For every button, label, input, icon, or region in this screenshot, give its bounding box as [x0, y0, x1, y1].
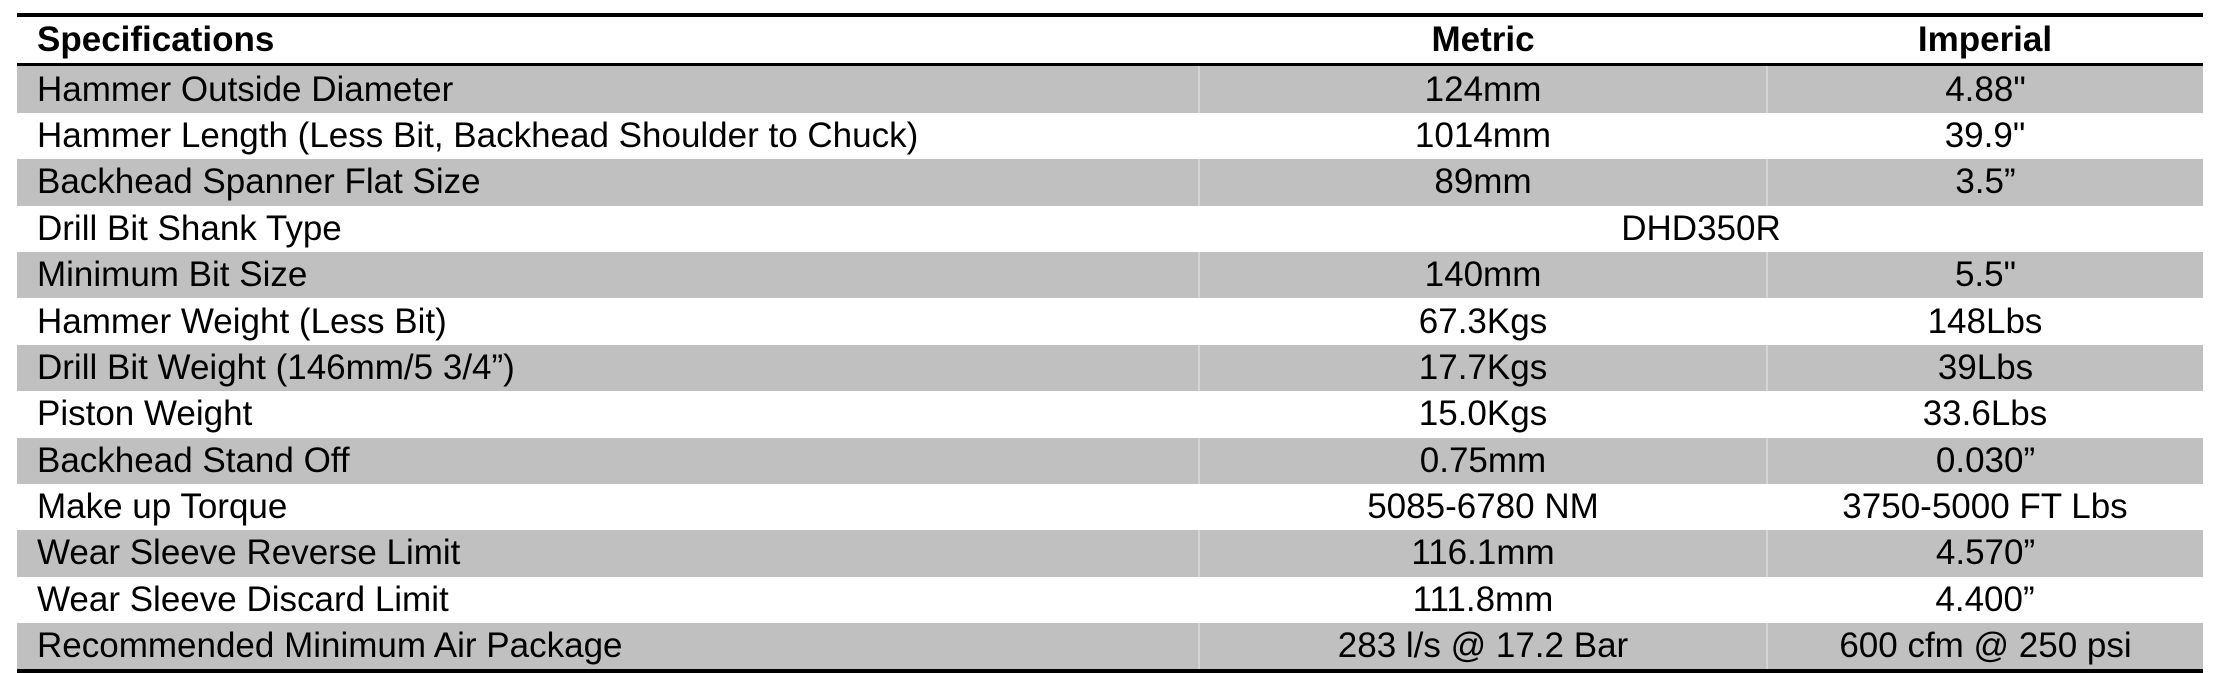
- table-row: [17, 252, 2203, 298]
- imperial-value: 4.400”: [1935, 579, 2035, 619]
- spec-value-merged: DHD350R: [1621, 208, 1781, 248]
- table-row: [17, 345, 2203, 391]
- imperial-value: 5.5": [1767, 252, 2203, 298]
- table-row: [17, 530, 2203, 576]
- spec-label: Hammer Weight (Less Bit): [37, 301, 447, 341]
- spec-label: Drill Bit Weight (146mm/5 3/4”): [17, 345, 1199, 391]
- table-body: [17, 65, 2203, 672]
- metric-value: 17.7Kgs: [1199, 345, 1767, 391]
- spec-label: Minimum Bit Size: [17, 252, 1199, 298]
- imperial-value: 4.88": [1767, 65, 2203, 113]
- imperial-value: 33.6Lbs: [1922, 394, 2048, 434]
- spec-label: Hammer Length (Less Bit, Backhead Shoulder to Chuck): [37, 115, 919, 155]
- imperial-value: 39Lbs: [1767, 345, 2203, 391]
- spec-label: Hammer Outside Diameter: [17, 65, 1199, 113]
- spec-label: Piston Weight: [37, 394, 253, 434]
- header-metric: Metric: [1199, 15, 1767, 65]
- metric-value: 111.8mm: [1412, 579, 1554, 619]
- metric-value: 67.3Kgs: [1418, 301, 1548, 341]
- imperial-value: 3750-5000 FT Lbs: [1842, 487, 2128, 527]
- table-row: [17, 577, 2203, 623]
- metric-value: 89mm: [1199, 159, 1767, 205]
- metric-value: 15.0Kgs: [1418, 394, 1548, 434]
- imperial-value: 148Lbs: [1927, 301, 2043, 341]
- header-imperial: Imperial: [1767, 15, 2203, 65]
- imperial-value: 0.030”: [1767, 438, 2203, 484]
- header-specifications: Specifications: [17, 15, 1199, 65]
- spec-label: Wear Sleeve Discard Limit: [37, 579, 449, 619]
- metric-value: 116.1mm: [1199, 530, 1767, 576]
- imperial-value: 3.5”: [1767, 159, 2203, 205]
- specifications-table: [17, 13, 2203, 673]
- table-header-row: [17, 15, 2203, 65]
- table-row: [17, 298, 2203, 344]
- metric-value: 0.75mm: [1199, 438, 1767, 484]
- spec-label: Backhead Spanner Flat Size: [17, 159, 1199, 205]
- spec-label: Make up Torque: [37, 487, 288, 527]
- table-row: [17, 623, 2203, 671]
- table-row: [17, 65, 2203, 113]
- metric-value: 1014mm: [1414, 115, 1552, 155]
- metric-value: 124mm: [1199, 65, 1767, 113]
- table-row: [17, 159, 2203, 205]
- imperial-value: 39.9": [1944, 115, 2026, 155]
- metric-value: 283 l/s @ 17.2 Bar: [1199, 623, 1767, 671]
- imperial-value: 4.570”: [1767, 530, 2203, 576]
- table-row: [17, 438, 2203, 484]
- table-row: [17, 484, 2203, 530]
- metric-value: 140mm: [1199, 252, 1767, 298]
- table-row: [17, 113, 2203, 159]
- spec-label: Recommended Minimum Air Package: [17, 623, 1199, 671]
- spec-label: Drill Bit Shank Type: [37, 208, 342, 248]
- metric-value: 5085-6780 NM: [1367, 487, 1599, 527]
- imperial-value: 600 cfm @ 250 psi: [1767, 623, 2203, 671]
- table-row: [17, 206, 2203, 252]
- spec-label: Wear Sleeve Reverse Limit: [17, 530, 1199, 576]
- spec-label: Backhead Stand Off: [17, 438, 1199, 484]
- table-row: [17, 391, 2203, 437]
